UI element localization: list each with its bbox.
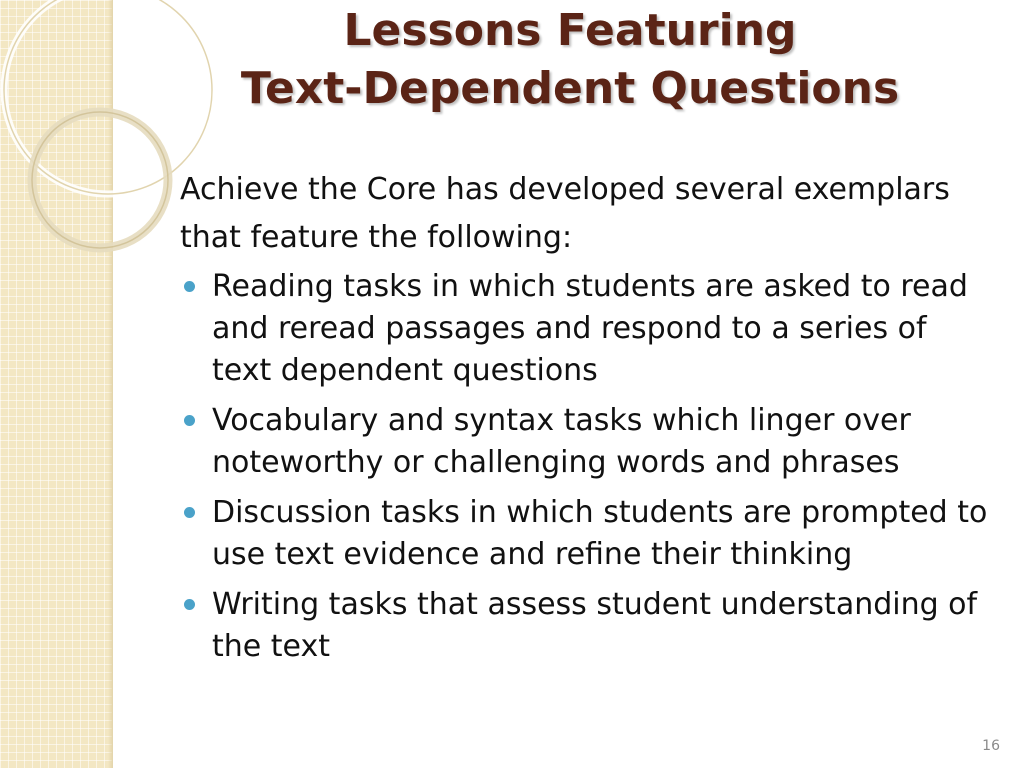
bullet-item-discussion	[180, 492, 990, 576]
bullet-dot-icon	[184, 507, 195, 518]
bullet-text-discussion: Discussion tasks in which students are prompted to use text evidence and refine their thinking	[212, 495, 988, 572]
intro-line-2: that feature the following:	[180, 220, 573, 255]
bullet-dot-icon	[184, 415, 195, 426]
bullet-dot-icon	[184, 281, 195, 292]
bullet-item-writing	[180, 584, 990, 668]
bullet-item-reading	[180, 266, 990, 392]
bullet-list	[180, 266, 990, 668]
bullet-text-writing: Writing tasks that assess student understanding of the text	[212, 587, 978, 664]
bullet-dot-icon	[184, 599, 195, 610]
intro-line-1: Achieve the Core has developed several exemplars	[180, 172, 950, 207]
bullet-text-reading: Reading tasks in which students are asked to read and reread passages and respond to a series of text dependent questions	[212, 269, 968, 388]
page-number: 16	[982, 738, 1000, 754]
bullet-item-vocabulary	[180, 400, 990, 484]
slide-title-line-2: Text-Dependent Questions	[240, 63, 900, 114]
slide-body	[180, 166, 990, 676]
bullet-text-vocabulary: Vocabulary and syntax tasks which linger over noteworthy or challenging words and phrases	[212, 403, 911, 480]
slide-title-line-1: Lessons Featuring	[343, 5, 797, 56]
slide-title	[150, 2, 990, 118]
